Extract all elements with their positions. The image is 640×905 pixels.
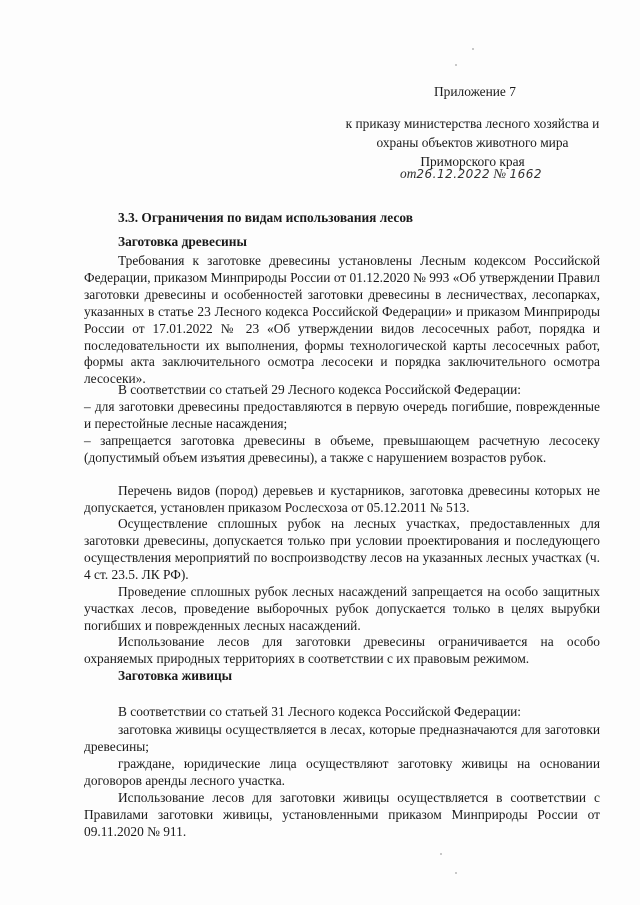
- appendix-label: Приложение 7: [434, 84, 516, 99]
- resin-paragraph-3: граждане, юридические лица осуществляют заготовку живицы на основании договоров аренды лесного участка.: [84, 756, 600, 788]
- order-reference-line-1: к приказу министерства лесного хозяйства и: [345, 116, 600, 131]
- scan-speck: [472, 48, 474, 50]
- order-reference-line-3: Приморского края: [420, 154, 525, 169]
- scan-speck: [455, 872, 457, 874]
- timber-heading: Заготовка древесины: [118, 234, 247, 249]
- resin-paragraph-2: заготовка живицы осуществляется в лесах, которые предназначаются для заготовки древесины;: [84, 722, 600, 754]
- section-title: 3.3. Ограничения по видам использования лесов: [118, 210, 413, 225]
- scan-speck: [455, 64, 457, 66]
- resin-heading: Заготовка живицы: [118, 668, 233, 683]
- timber-paragraph-3: – для заготовки древесины предоставляются в первую очередь погибшие, поврежденные и перестойные лесные насаждения;: [84, 399, 600, 431]
- scan-speck: [440, 853, 442, 855]
- timber-paragraph-2: В соответствии со статьей 29 Лесного кодекса Российской Федерации:: [118, 382, 522, 397]
- order-reference-line-2: охраны объектов животного мира: [376, 135, 569, 150]
- timber-paragraph-6: Осуществление сплошных рубок на лесных участках, предоставленных для заготовки древесины, допускается только при условии проектирования и последующего осуществления мероприятий по воспроизводству лесов на указанных лесных участках (ч. 4 ст. 23.5. ЛК РФ).: [84, 516, 600, 582]
- resin-paragraph-4: Использование лесов для заготовки живицы осуществляется в соответствии с Правилами заготовки живицы, установленными приказом Минприроды России от 09.11.2020 № 911.: [84, 790, 600, 839]
- timber-paragraph-8: Использование лесов для заготовки древесины ограничивается на особо охраняемых природных территориях в соответствии с их правовым режимом.: [84, 634, 600, 666]
- resin-paragraph-1: В соответствии со статьей 31 Лесного кодекса Российской Федерации:: [118, 704, 522, 719]
- number-prefix: №: [493, 166, 507, 181]
- timber-paragraph-5: Перечень видов (пород) деревьев и кустарников, заготовка древесины которых не допускается, установлен приказом Рослесхоза от 05.12.2011 № 513.: [84, 483, 600, 515]
- handwritten-number: 1662: [509, 167, 542, 181]
- appendix-header: [330, 82, 615, 171]
- handwritten-date: 26.12.2022: [416, 167, 491, 181]
- timber-paragraph-7: Проведение сплошных рубок лесных насаждений запрещается на особо защитных участках лесов, проведение выборочных рубок допускается только в целях вырубки погибших и поврежденных лесных насаждений.: [84, 584, 600, 633]
- order-date-number: [400, 166, 542, 182]
- timber-paragraph-1: Требования к заготовке древесины установлены Лесным кодексом Российской Федерации, приказом Минприроды России от 01.12.2020 № 993 «Об утверждении Правил заготовки древесины и особенностей заготовки древесины в лесничествах, лесопарках, указанных в статье 23 Лесного кодекса Российской Федерации» и приказом Минприроды России от 17.01.2022 № 23 «Об утверждении видов лесосечных работ, порядка и последовательности их выполнения, формы технологической карты лесосечных работ, формы акта заключительного осмотра лесосеки и порядка заключительного осмотра лесосеки».: [84, 253, 600, 387]
- timber-paragraph-4: – запрещается заготовка древесины в объеме, превышающем расчетную лесосеку (допустимый объем изъятия древесины), а также с нарушением возрастов рубок.: [84, 433, 600, 465]
- date-prefix: от: [400, 166, 417, 181]
